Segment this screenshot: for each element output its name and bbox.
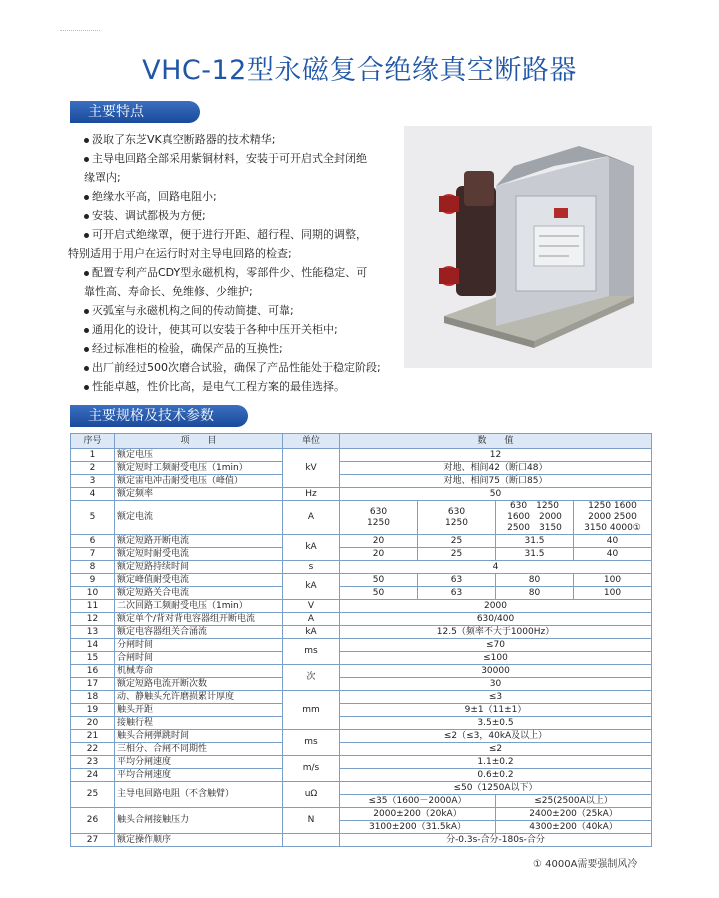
row-item: 额定短时耐受电流 xyxy=(115,548,283,561)
features-heading: 主要特点 xyxy=(70,101,200,123)
row-value-2: 25 xyxy=(418,535,496,548)
row-value-1: 630 1250 xyxy=(340,501,418,535)
bullet-icon xyxy=(84,366,89,371)
row-value-3: 630 1250 1600 2000 2500 3150 xyxy=(496,501,574,535)
row-no: 25 xyxy=(71,782,115,808)
row-item: 额定短路电流开断次数 xyxy=(115,678,283,691)
row-value-a2: 2400±200（25kA） xyxy=(496,808,652,821)
row-no: 16 xyxy=(71,665,115,678)
row-value-b1: 3100±200（31.5kA） xyxy=(340,821,496,834)
row-item: 二次回路工频耐受电压（1min） xyxy=(115,600,283,613)
row-value: 50 xyxy=(340,488,652,501)
feature-item xyxy=(68,301,398,320)
feature-item xyxy=(68,339,398,358)
row-no: 12 xyxy=(71,613,115,626)
row-item: 额定短路开断电流 xyxy=(115,535,283,548)
row-unit: V xyxy=(283,600,340,613)
feature-text: 靠性高、寿命长、免维修、少维护; xyxy=(84,285,253,298)
table-row xyxy=(71,717,652,730)
feature-item xyxy=(68,187,398,206)
table-row xyxy=(71,678,652,691)
row-value: 12.5（频率不大于1000Hz） xyxy=(340,626,652,639)
table-row xyxy=(71,704,652,717)
table-row xyxy=(71,626,652,639)
table-row xyxy=(71,475,652,488)
table-row xyxy=(71,587,652,600)
row-value-4: 40 xyxy=(574,535,652,548)
row-unit: s xyxy=(283,561,340,574)
row-no: 15 xyxy=(71,652,115,665)
row-no: 5 xyxy=(71,501,115,535)
feature-text: 出厂前经过500次磨合试验，确保了产品性能处于稳定阶段; xyxy=(92,361,381,374)
bullet-icon xyxy=(84,347,89,352)
row-item: 机械寿命 xyxy=(115,665,283,678)
row-unit: kA xyxy=(283,626,340,639)
row-value: 3.5±0.5 xyxy=(340,717,652,730)
table-row xyxy=(71,639,652,652)
table-row xyxy=(71,501,652,535)
feature-item xyxy=(68,263,398,282)
bullet-icon xyxy=(84,138,89,143)
row-item: 额定操作顺序 xyxy=(115,834,283,847)
feature-text: 特别适用于用户在运行时对主导电回路的检查; xyxy=(68,247,292,260)
bullet-icon xyxy=(84,328,89,333)
row-value-2: 630 1250 xyxy=(418,501,496,535)
row-no: 19 xyxy=(71,704,115,717)
table-row xyxy=(71,665,652,678)
row-item: 额定单个/背对背电容器组开断电流 xyxy=(115,613,283,626)
row-no: 24 xyxy=(71,769,115,782)
product-photo xyxy=(404,126,652,368)
row-item: 分闸时间 xyxy=(115,639,283,652)
row-item: 额定雷电冲击耐受电压（峰值） xyxy=(115,475,283,488)
row-item: 触头开距 xyxy=(115,704,283,717)
row-value-4: 100 xyxy=(574,587,652,600)
feature-text: 汲取了东芝VK真空断路器的技术精华; xyxy=(92,133,276,146)
table-row xyxy=(71,730,652,743)
feature-text: 灭弧室与永磁机构之间的传动简捷、可靠; xyxy=(92,304,294,317)
row-value-2: 63 xyxy=(418,587,496,600)
row-value-a1: 2000±200（20kA） xyxy=(340,808,496,821)
bullet-icon xyxy=(84,195,89,200)
row-value: 分-0.3s-合分-180s-合分 xyxy=(340,834,652,847)
row-no: 18 xyxy=(71,691,115,704)
row-value-4: 100 xyxy=(574,574,652,587)
row-value-2: 63 xyxy=(418,574,496,587)
row-value: 9±1（11±1） xyxy=(340,704,652,717)
row-item: 额定短路关合电流 xyxy=(115,587,283,600)
table-row xyxy=(71,808,652,821)
row-unit: uΩ xyxy=(283,782,340,808)
row-item: 额定短路持续时间 xyxy=(115,561,283,574)
table-row xyxy=(71,652,652,665)
row-value-2: 25 xyxy=(418,548,496,561)
row-unit: kA xyxy=(283,535,340,561)
header-unit: 单位 xyxy=(283,434,340,449)
row-value: 12 xyxy=(340,449,652,462)
row-item: 动、静触头允许磨损累计厚度 xyxy=(115,691,283,704)
row-no: 6 xyxy=(71,535,115,548)
row-value: 对地、相间42（断口48） xyxy=(340,462,652,475)
row-item: 额定频率 xyxy=(115,488,283,501)
feature-text: 缘罩内; xyxy=(84,171,121,184)
row-no: 20 xyxy=(71,717,115,730)
row-value-3: 31.5 xyxy=(496,535,574,548)
table-row xyxy=(71,574,652,587)
row-item: 平均合闸速度 xyxy=(115,769,283,782)
row-value-3: 80 xyxy=(496,587,574,600)
row-unit: A xyxy=(283,613,340,626)
table-row xyxy=(71,782,652,795)
row-no: 7 xyxy=(71,548,115,561)
spec-heading: 主要规格及技术参数 xyxy=(70,405,248,427)
row-value: ≤70 xyxy=(340,639,652,652)
feature-text: 通用化的设计，使其可以安装于各种中压开关柜中; xyxy=(92,323,338,336)
row-item: 触头合闸弹跳时间 xyxy=(115,730,283,743)
table-row xyxy=(71,449,652,462)
row-item: 主导电回路电阻（不含触臂） xyxy=(115,782,283,808)
row-value: ≤2（≤3，40kA及以上） xyxy=(340,730,652,743)
feature-text: 经过标准柜的检验，确保产品的互换性; xyxy=(92,342,283,355)
feature-item xyxy=(68,225,398,244)
row-no: 1 xyxy=(71,449,115,462)
page-title: VHC-12型永磁复合绝缘真空断路器 xyxy=(142,55,577,86)
row-item: 合闸时间 xyxy=(115,652,283,665)
row-no: 23 xyxy=(71,756,115,769)
row-item: 平均分闸速度 xyxy=(115,756,283,769)
row-value-b1: ≤35（1600－2000A） xyxy=(340,795,496,808)
row-no: 9 xyxy=(71,574,115,587)
row-value: ≤100 xyxy=(340,652,652,665)
feature-text: 性能卓越，性价比高，是电气工程方案的最佳选择。 xyxy=(92,380,345,393)
row-unit: 次 xyxy=(283,665,340,691)
bullet-icon xyxy=(84,214,89,219)
row-unit: ms xyxy=(283,730,340,756)
bullet-icon xyxy=(84,271,89,276)
row-value: 0.6±0.2 xyxy=(340,769,652,782)
row-unit: kV xyxy=(283,449,340,488)
table-row xyxy=(71,756,652,769)
row-no: 22 xyxy=(71,743,115,756)
row-no: 10 xyxy=(71,587,115,600)
header-value: 数 值 xyxy=(340,434,652,449)
row-item: 接触行程 xyxy=(115,717,283,730)
row-no: 14 xyxy=(71,639,115,652)
row-no: 27 xyxy=(71,834,115,847)
row-no: 17 xyxy=(71,678,115,691)
row-value: 1.1±0.2 xyxy=(340,756,652,769)
row-no: 11 xyxy=(71,600,115,613)
table-row xyxy=(71,691,652,704)
feature-text: 配置专利产品CDY型永磁机构，零部件少、性能稳定、可 xyxy=(92,266,368,279)
row-no: 2 xyxy=(71,462,115,475)
feature-item xyxy=(68,282,398,301)
header-no: 序号 xyxy=(71,434,115,449)
row-unit: mm xyxy=(283,691,340,730)
bullet-icon xyxy=(84,233,89,238)
row-unit: A xyxy=(283,501,340,535)
row-item: 额定电流 xyxy=(115,501,283,535)
row-value-1: 50 xyxy=(340,574,418,587)
row-value: 4 xyxy=(340,561,652,574)
table-row xyxy=(71,834,652,847)
row-value-1: 20 xyxy=(340,535,418,548)
table-row xyxy=(71,769,652,782)
row-item: 额定短时工频耐受电压（1min） xyxy=(115,462,283,475)
row-value: 30000 xyxy=(340,665,652,678)
feature-item xyxy=(68,320,398,339)
row-value-4: 1250 1600 2000 2500 3150 4000① xyxy=(574,501,652,535)
table-row xyxy=(71,488,652,501)
row-value-1: 20 xyxy=(340,548,418,561)
feature-item xyxy=(68,377,398,396)
row-no: 3 xyxy=(71,475,115,488)
table-row xyxy=(71,561,652,574)
feature-item xyxy=(68,244,398,263)
row-value-b2: 4300±200（40kA） xyxy=(496,821,652,834)
row-unit xyxy=(283,834,340,847)
row-item: 额定电容器组关合涌流 xyxy=(115,626,283,639)
row-value-3: 80 xyxy=(496,574,574,587)
feature-item xyxy=(68,149,398,168)
bullet-icon xyxy=(84,309,89,314)
feature-text: 可开启式绝缘罩，便于进行开距、超行程、同期的调整， xyxy=(92,228,367,241)
row-unit: m/s xyxy=(283,756,340,782)
table-row xyxy=(71,613,652,626)
feature-item xyxy=(68,130,398,149)
row-no: 4 xyxy=(71,488,115,501)
feature-text: 主导电回路全部采用紫铜材料，安装于可开启式全封闭绝 xyxy=(92,152,367,165)
row-unit: kA xyxy=(283,574,340,600)
row-no: 26 xyxy=(71,808,115,834)
table-row xyxy=(71,462,652,475)
row-no: 21 xyxy=(71,730,115,743)
feature-item xyxy=(68,168,398,187)
row-unit: ms xyxy=(283,639,340,665)
row-no: 13 xyxy=(71,626,115,639)
row-value-1: 50 xyxy=(340,587,418,600)
row-item: 三相分、合闸不同期性 xyxy=(115,743,283,756)
features-list xyxy=(68,130,398,396)
row-value: 630/400 xyxy=(340,613,652,626)
bullet-icon xyxy=(84,385,89,390)
feature-item xyxy=(68,206,398,225)
row-item: 额定电压 xyxy=(115,449,283,462)
footnote: ① 4000A需要强制风冷 xyxy=(533,859,638,870)
row-value: 2000 xyxy=(340,600,652,613)
bullet-icon xyxy=(84,157,89,162)
row-value: ≤2 xyxy=(340,743,652,756)
table-row xyxy=(71,535,652,548)
row-value: 对地、相间75（断口85） xyxy=(340,475,652,488)
feature-text: 绝缘水平高，回路电阻小; xyxy=(92,190,217,203)
row-item: 额定峰值耐受电流 xyxy=(115,574,283,587)
row-item: 触头合闸接触压力 xyxy=(115,808,283,834)
top-mark xyxy=(60,30,100,33)
feature-item xyxy=(68,358,398,377)
spec-table xyxy=(70,433,652,847)
table-row xyxy=(71,600,652,613)
row-value-a: ≤50（1250A以下） xyxy=(340,782,652,795)
row-value-3: 31.5 xyxy=(496,548,574,561)
row-no: 8 xyxy=(71,561,115,574)
table-row xyxy=(71,548,652,561)
header-item: 项 目 xyxy=(115,434,283,449)
row-value: 30 xyxy=(340,678,652,691)
table-row xyxy=(71,743,652,756)
row-unit: N xyxy=(283,808,340,834)
circuit-breaker-illustration xyxy=(404,126,652,368)
row-unit: Hz xyxy=(283,488,340,501)
table-header-row xyxy=(71,434,652,449)
row-value-b2: ≤25(2500A以上） xyxy=(496,795,652,808)
feature-text: 安装、调试都极为方便; xyxy=(92,209,206,222)
row-value-4: 40 xyxy=(574,548,652,561)
row-value: ≤3 xyxy=(340,691,652,704)
